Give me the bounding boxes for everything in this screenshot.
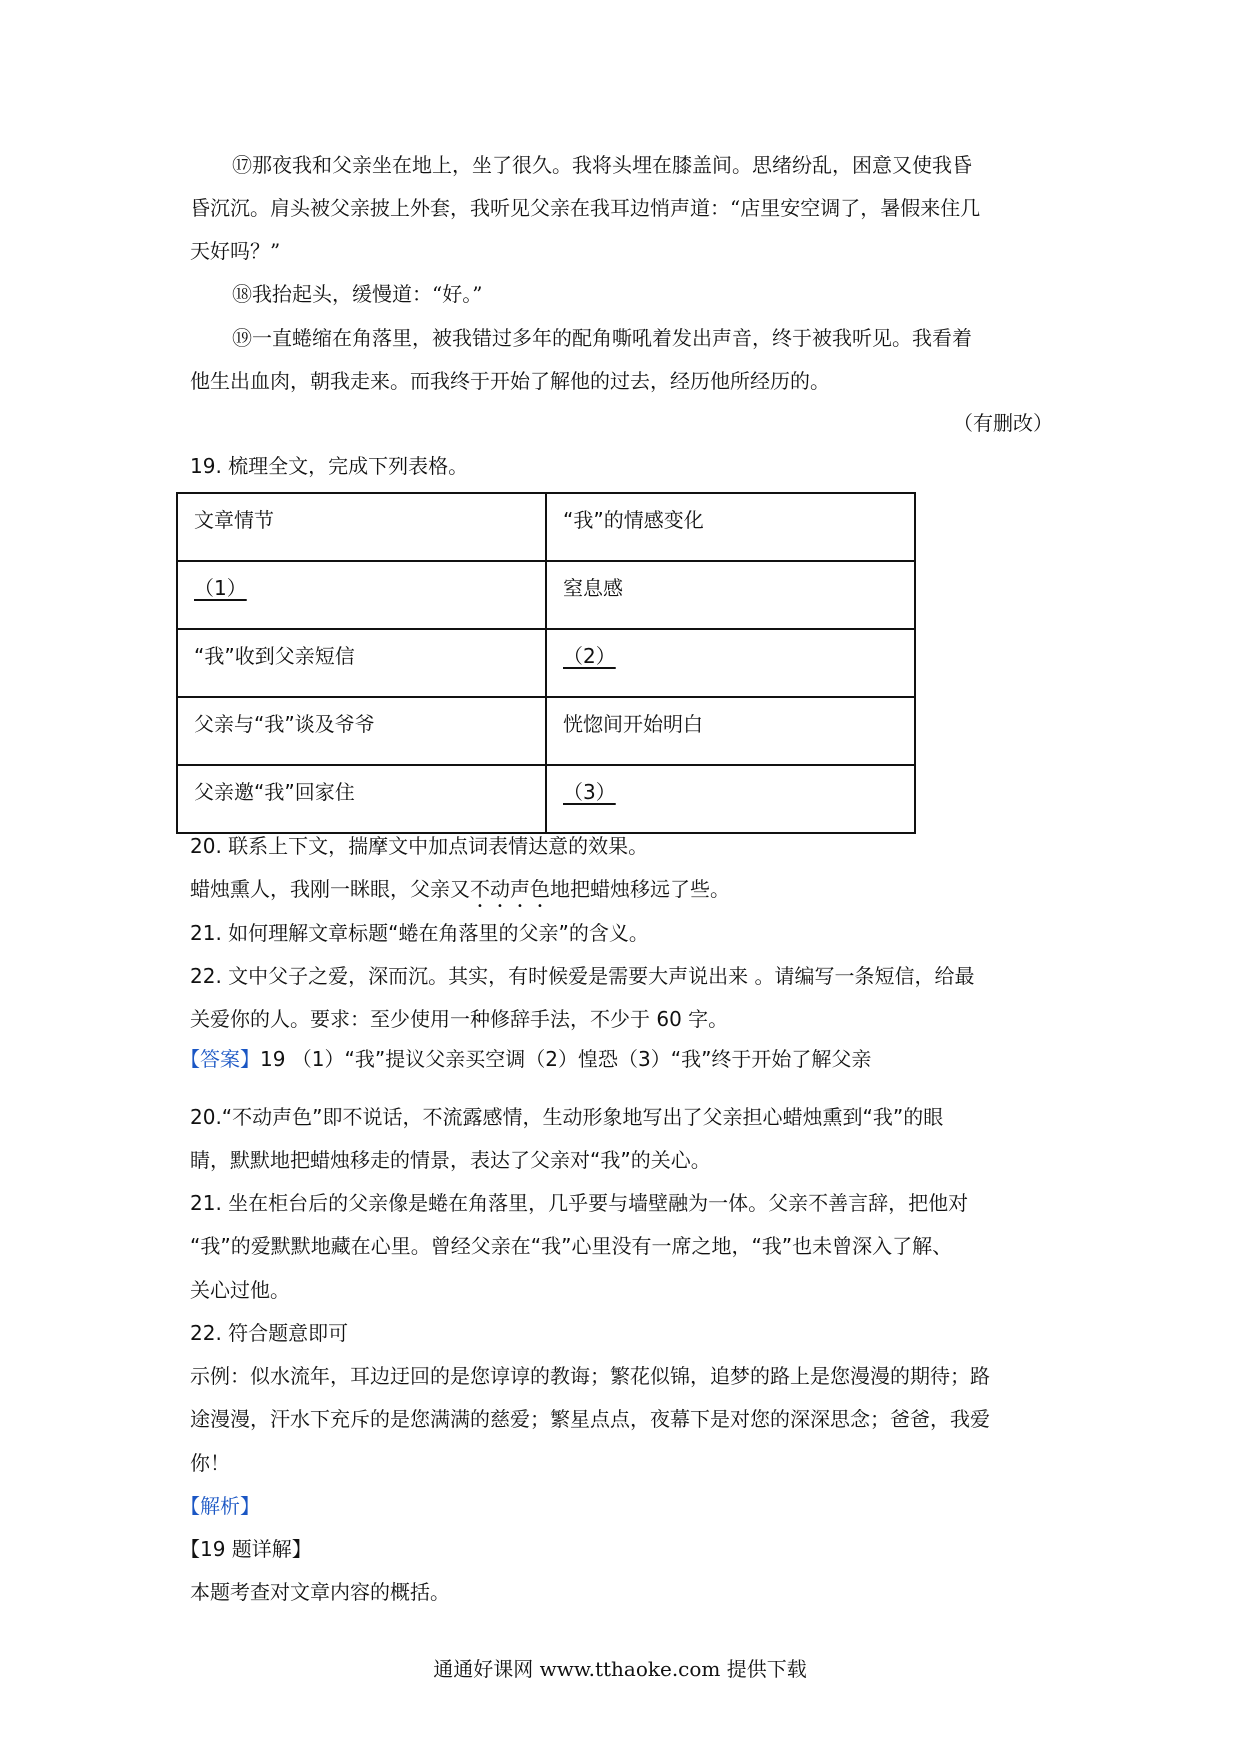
table-row [177, 765, 915, 833]
passage-p17-line3: 天好吗？” [190, 239, 281, 263]
q20-sentence [190, 875, 730, 912]
answer-tag: 【答案】 [180, 1047, 260, 1071]
example-line2: 途漫漫，汗水下充斥的是您满满的慈爱；繁星点点，夜幕下是对您的深深思念；爸爸，我爱 [190, 1407, 990, 1431]
table-cell-emotion [546, 629, 915, 697]
answer-19: 19 （1）“我”提议父亲买空调（2）惶恐（3）“我”终于开始了解父亲 [260, 1047, 872, 1071]
table-row [177, 629, 915, 697]
header-plot: 文章情节 [177, 493, 546, 561]
outline-table [176, 492, 916, 834]
q20-sentence-before: 蜡烛熏人，我刚一眯眼，父亲又 [190, 877, 470, 901]
answer-22: 22. 符合题意即可 [190, 1321, 349, 1345]
source-note: （有删改） [953, 411, 1053, 435]
q22-line2: 关爱你的人。要求：至少使用一种修辞手法，不少于 60 字。 [190, 1007, 729, 1031]
passage-p18: ⑱我抬起头，缓慢道：“好。” [232, 282, 483, 306]
header-emotion: “我”的情感变化 [546, 493, 915, 561]
table-cell-plot: 父亲与“我”谈及爷爷 [177, 697, 546, 765]
q20-dotted-word: 不动声色 [470, 877, 550, 901]
q19-prompt: 19. 梳理全文，完成下列表格。 [190, 454, 469, 478]
passage-p17-line2: 昏沉沉。肩头被父亲披上外套，我听见父亲在我耳边悄声道：“店里安空调了，暑假来住几 [190, 196, 981, 220]
analysis-tag: 【解析】 [180, 1494, 260, 1518]
q21-prompt: 21. 如何理解文章标题“蜷在角落里的父亲”的含义。 [190, 921, 649, 945]
q19-detail-heading: 【19 题详解】 [180, 1537, 312, 1561]
answer-21-line2: “我”的爱默默地藏在心里。曾经父亲在“我”心里没有一席之地，“我”也未曾深入了解、 [190, 1234, 953, 1258]
table-cell-emotion: 窒息感 [546, 561, 915, 629]
table-cell-plot: “我”收到父亲短信 [177, 629, 546, 697]
blank-1: （1） [194, 576, 247, 600]
table-cell-emotion [546, 765, 915, 833]
answer-21-line1: 21. 坐在柜台后的父亲像是蜷在角落里，几乎要与墙壁融为一体。父亲不善言辞，把他对 [190, 1191, 969, 1215]
q20-sentence-after: 地把蜡烛移远了些。 [550, 877, 730, 901]
answer-line [180, 1045, 871, 1073]
answer-20-line1: 20.“不动声色”即不说话，不流露感情，生动形象地写出了父亲担心蜡烛熏到“我”的眼 [190, 1105, 944, 1129]
example-line1: 示例：似水流年，耳边迂回的是您谆谆的教诲；繁花似锦，追梦的路上是您漫漫的期待；路 [190, 1364, 990, 1388]
answer-20-line2: 睛，默默地把蜡烛移走的情景，表达了父亲对“我”的关心。 [190, 1148, 711, 1172]
blank-2: （2） [563, 644, 616, 668]
table-row [177, 561, 915, 629]
table-cell-emotion: 恍惚间开始明白 [546, 697, 915, 765]
table-cell-plot: 父亲邀“我”回家住 [177, 765, 546, 833]
q22-line1: 22. 文中父子之爱，深而沉。其实，有时候爱是需要大声说出来 。请编写一条短信，给最 [190, 964, 975, 988]
passage-p17-line1: ⑰那夜我和父亲坐在地上，坐了很久。我将头埋在膝盖间。思绪纷乱，困意又使我昏 [232, 153, 972, 177]
answer-21-line3: 关心过他。 [190, 1278, 290, 1302]
table-row [177, 697, 915, 765]
table-header-row [177, 493, 915, 561]
q19-detail-text: 本题考查对文章内容的概括。 [190, 1580, 450, 1604]
q20-prompt: 20. 联系上下文，揣摩文中加点词表情达意的效果。 [190, 834, 649, 858]
passage-p19-line1: ⑲一直蜷缩在角落里，被我错过多年的配角嘶吼着发出声音，终于被我听见。我看着 [232, 326, 972, 350]
blank-3: （3） [563, 780, 616, 804]
table-cell-plot [177, 561, 546, 629]
example-line3: 你！ [190, 1451, 230, 1475]
footer: 通通好课网 www.tthaoke.com 提供下载 [433, 1657, 807, 1681]
passage-p19-line2: 他生出血肉，朝我走来。而我终于开始了解他的过去，经历他所经历的。 [190, 369, 830, 393]
